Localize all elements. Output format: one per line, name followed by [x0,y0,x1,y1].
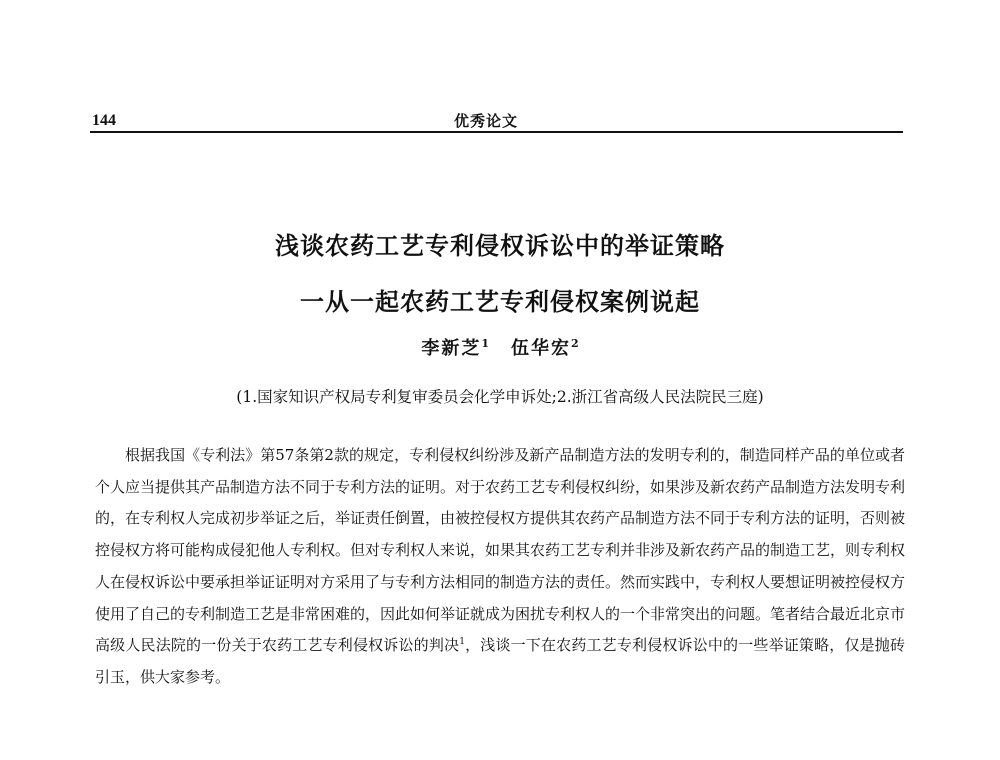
affiliation: (1.国家知识产权局专利复审委员会化学申诉处;2.浙江省高级人民法院民三庭) [236,388,764,406]
body-text-part: 根据我国《专利法》第57条第2款的规定，专利侵权纠纷涉及新产品制造方法的发明专利的，制造同样产品的单位或者个人应当提供其产品制造方法不同于专利方法的证明。对于农药工艺专利侵权纠纷，如果涉及新农药产品制造方法发明专利的，在专利权人完成初步举证之后，举证责任倒置，由被控侵权方提供其农药产品制造方法不同于专利方法的证明，否则被控侵权方将可能构成侵犯他人专利权。但对专利权人来说，如果其农药工艺专利并非涉及新农药产品的制造工艺，则专利权人在侵权诉讼中要承担举证证明对方采用了与专利方法相同的制造方法的责任。然而实践中，专利权人要想证明被控侵权方使用了自己的专利制造工艺是非常困难的，因此如何举证就成为困扰专利权人的一个非常突出的问题。笔者结合最近北京市高级人民法院的一份关于农药工艺专利侵权诉讼的判决 [95,446,906,655]
article-subtitle: 一从一起农药工艺专利侵权案例说起 [300,288,700,316]
running-header: 优秀论文 [454,112,519,130]
author-name: 伍华宏 [511,338,571,359]
author-affiliation-mark: 1 [481,337,489,350]
author-line [0,334,1000,360]
body-paragraph [95,440,905,694]
article-title: 浅谈农药工艺专利侵权诉讼中的举证策略 [275,232,725,260]
page-number: 144 [92,112,116,129]
footnote-mark: 1 [459,637,465,648]
author [421,338,489,359]
author-affiliation-mark: 2 [571,337,579,350]
body-text-part: ，浅谈一下在农药工艺专利侵权诉讼中的一些举证策略，仅是抛砖引玉，供大家参考。 [95,636,905,686]
header-rule [90,131,903,133]
author-name: 李新芝 [421,338,482,359]
author [511,338,579,359]
